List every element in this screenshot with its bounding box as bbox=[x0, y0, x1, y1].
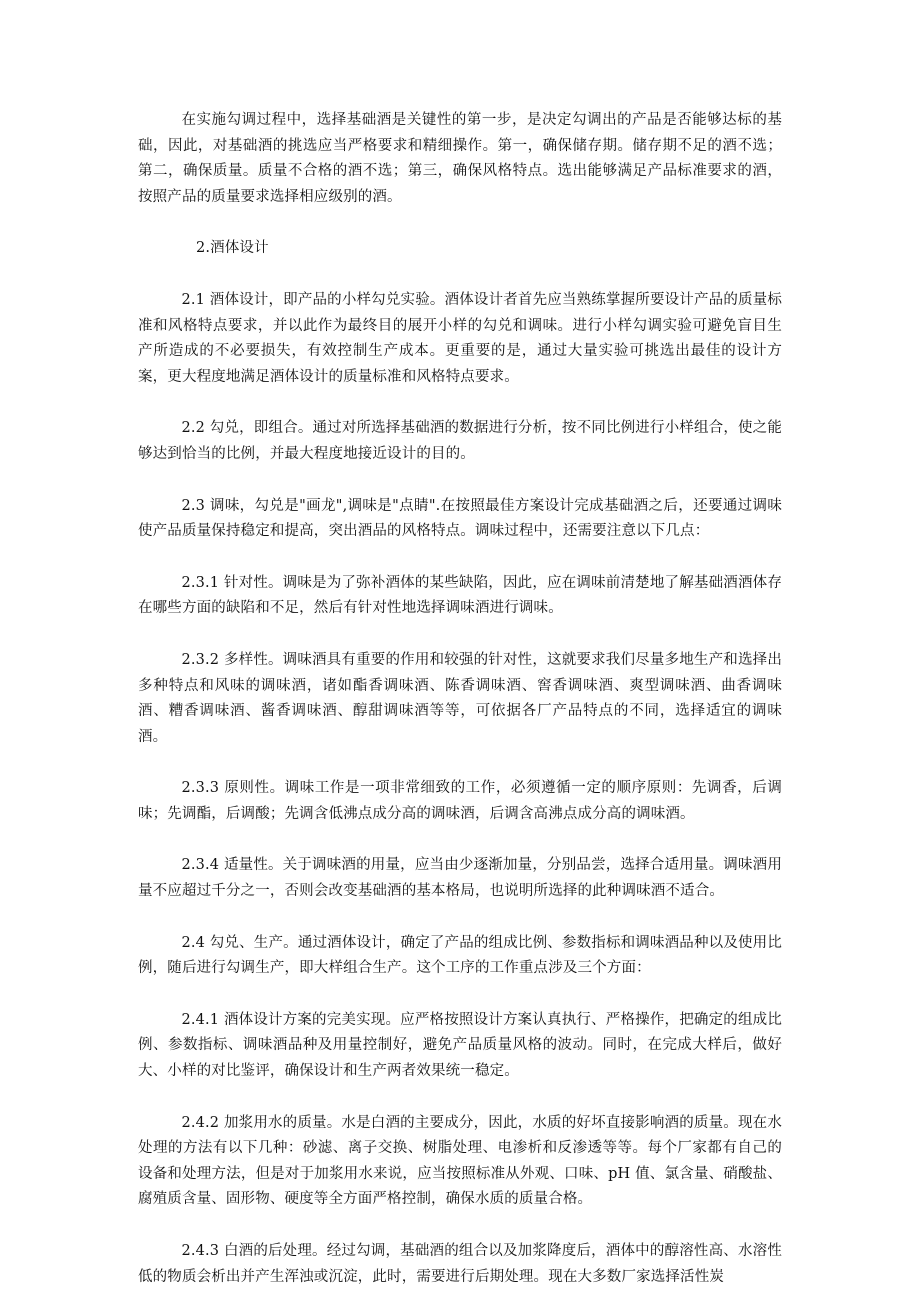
section-heading-body-design: 2.酒体设计 bbox=[196, 240, 269, 257]
paragraph-2-4: 2.4 勾兑、生产。通过酒体设计，确定了产品的组成比例、参数指标和调味酒品种以及使用比例，随后进行勾调生产，即大样组合生产。这个工序的工作重点涉及三个方面： bbox=[138, 934, 782, 977]
paragraph-2-3-2: 2.3.2 多样性。调味酒具有重要的作用和较强的针对性，这就要求我们尽量多地生产和选择出多种特点和风味的调味酒，诸如酯香调味酒、陈香调味酒、窖香调味酒、爽型调味酒、曲香调味酒、糟香调味酒、酱香调味酒、醇甜调味酒等等，可依据各厂产品特点的不同，选择适宜的调味酒。 bbox=[138, 651, 782, 745]
paragraph-2-2: 2.2 勾兑，即组合。通过对所选择基础酒的数据进行分析，按不同比例进行小样组合，使之能够达到恰当的比例，并最大程度地接近设计的目的。 bbox=[138, 420, 782, 462]
paragraph-2-4-1: 2.4.1 酒体设计方案的完美实现。应严格按照设计方案认真执行、严格操作，把确定的组成比例、参数指标、调味酒品种及用量控制好，避免产品质量风格的波动。同时，在完成大样后，做好大、小样的对比鉴评，确保设计和生产两者效果统一稳定。 bbox=[138, 1011, 782, 1080]
document-body bbox=[138, 108, 782, 1290]
paragraph-base-liquor-selection: 在实施勾调过程中，选择基础酒是关键性的第一步，是决定勾调出的产品是否能够达标的基础，因此，对基础酒的挑选应当严格要求和精细操作。第一，确保储存期。储存期不足的酒不选；第二，确保质量。质量不合格的酒不选；第三，确保风格特点。选出能够满足产品标准要求的酒，按照产品的质量要求选择相应级别的酒。 bbox=[138, 112, 782, 205]
paragraph-2-3: 2.3 调味，勾兑是"画龙",调味是"点睛".在按照最佳方案设计完成基础酒之后，还要通过调味使产品质量保持稳定和提高，突出酒品的风格特点。调味过程中，还需要注意以下几点： bbox=[138, 497, 782, 540]
paragraph-2-4-2: 2.4.2 加浆用水的质量。水是白酒的主要成分，因此，水质的好坏直接影响酒的质量。现在水处理的方法有以下几种：砂滤、离子交换、树脂处理、电渗析和反渗透等等。每个厂家都有自己的设备和处理方法，但是对于加浆用水来说，应当按照标准从外观、口味、pH 值、氯含量、硝酸盐、腐殖质含量、固形物、硬度等全方面严格控制，确保水质的质量合格。 bbox=[138, 1114, 782, 1208]
paragraph-2-3-1: 2.3.1 针对性。调味是为了弥补酒体的某些缺陷，因此，应在调味前清楚地了解基础酒酒体存在哪些方面的缺陷和不足，然后有针对性地选择调味酒进行调味。 bbox=[138, 574, 782, 617]
paragraph-2-3-3: 2.3.3 原则性。调味工作是一项非常细致的工作，必须遵循一定的顺序原则：先调香，后调味；先调酯，后调酸；先调含低沸点成分高的调味酒，后调含高沸点成分高的调味酒。 bbox=[138, 780, 782, 822]
paragraph-2-3-4: 2.3.4 适量性。关于调味酒的用量，应当由少逐渐加量，分别品尝，选择合适用量。调味酒用量不应超过千分之一，否则会改变基础酒的基本格局，也说明所选择的此种调味酒不适合。 bbox=[138, 857, 782, 900]
paragraph-2-4-3: 2.4.3 白酒的后处理。经过勾调，基础酒的组合以及加浆降度后，酒体中的醇溶性高、水溶性低的物质会析出并产生浑浊或沉淀，此时，需要进行后期处理。现在大多数厂家选择活性炭 bbox=[138, 1243, 782, 1285]
paragraph-2-1: 2.1 酒体设计，即产品的小样勾兑实验。酒体设计者首先应当熟练掌握所要设计产品的质量标准和风格特点要求，并以此作为最终目的展开小样的勾兑和调味。进行小样勾调实验可避免盲目生产所造成的不必要损失，有效控制生产成本。更重要的是，通过大量实验可挑选出最佳的设计方案，更大程度地满足酒体设计的质量标准和风格特点要求。 bbox=[138, 291, 782, 385]
